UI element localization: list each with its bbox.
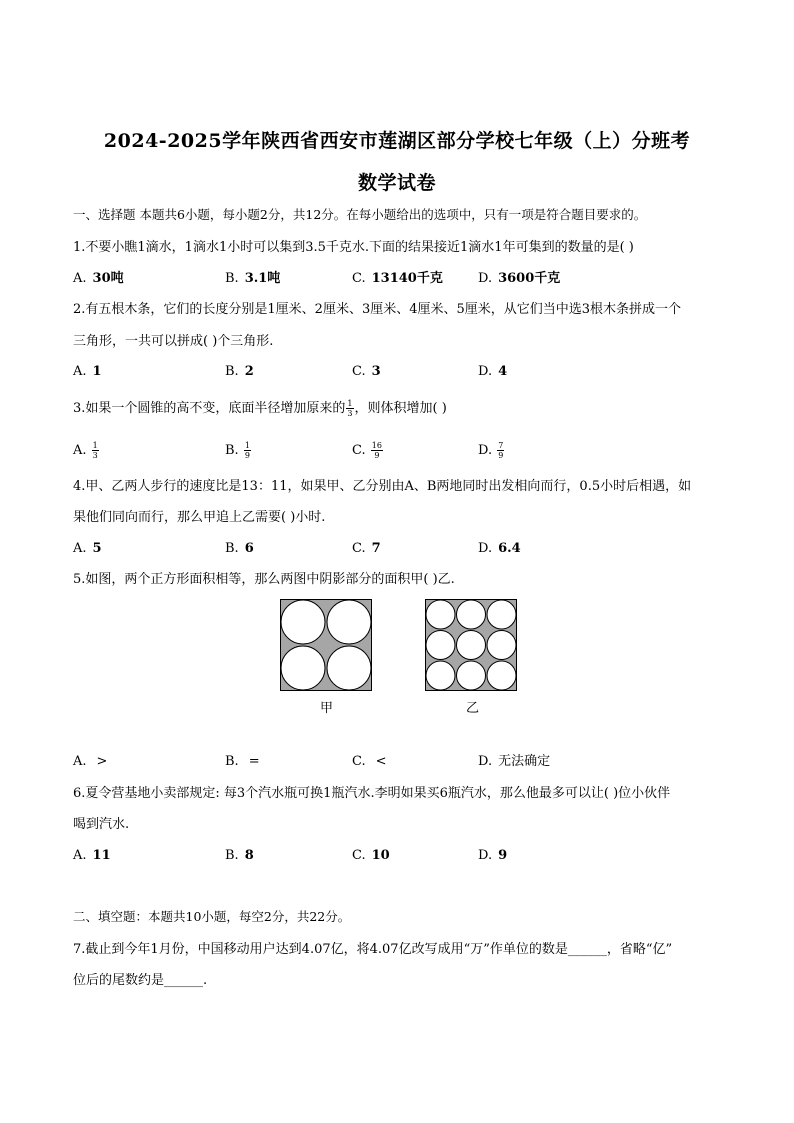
question-3-text-start: 3.如果一个圆锥的高不变，底面半径增加原来的 [73,401,346,416]
figure-jia-label: 甲 [320,701,334,716]
option-label: B. [225,364,239,379]
figure-yi-label: 乙 [466,701,480,716]
option-label: A. [73,848,87,863]
section-2-header: 二、填空题：本题共10小题，每空2分，共22分。 [73,909,351,924]
option-label: C. [352,848,366,863]
figure-jia-circle [281,646,325,690]
figure-yi-circle [426,631,455,660]
option-a [73,441,100,460]
option-b [225,540,254,558]
question-7-text: 7.截止到今年1月份，中国移动用户达到4.07亿，将4.07亿改写成用“万”作单位的数是______，省略“亿” [73,942,673,957]
option-label: B. [225,754,239,769]
option-b [225,270,280,288]
question-2-text-cont: 三角形，一共可以拼成( )个三角形. [73,334,274,349]
option-value: 3 [371,364,381,379]
option-label: D. [478,541,493,556]
option-c [352,270,443,288]
fraction-numerator: 1 [92,441,98,450]
figure-jia-circle [327,600,371,644]
option-label: C. [352,443,366,458]
option-label: D. [478,364,493,379]
fraction [497,441,504,460]
option-a [73,270,124,288]
figure-yi-circle [487,631,516,660]
fraction [346,399,353,418]
option-a [73,753,107,771]
option-label: B. [225,541,239,556]
figure-yi [425,599,517,691]
option-label: B. [225,848,239,863]
question-3-text-end: ，则体积增加( ) [354,401,447,416]
option-value: > [96,754,108,769]
question-4-text-cont: 果他们同向而行，那么甲追上乙需要( )小时. [73,510,326,525]
option-a [73,540,102,558]
figure-jia [280,599,372,691]
option-value: 8 [244,848,254,863]
question-1-options [73,270,733,288]
question-4-text: 4.甲、乙两人步行的速度比是13：11，如果甲、乙分别由A、B两地同时出发相向而行，0.5小时后相遇，如 [73,479,692,494]
option-d [478,270,560,288]
question-1-text: 1.不要小瞧1滴水，1滴水1小时可以集到3.5千克水.下面的结果接近1滴水1年可集到的数量的是( ) [73,240,634,255]
option-label: D. [478,271,493,286]
figure-yi-circle [457,600,486,629]
exam-subtitle: 数学试卷 [357,172,436,194]
option-c [352,753,387,771]
fraction [371,441,383,460]
question-3-options [73,441,733,463]
option-value: 3.1吨 [244,271,281,286]
option-c [352,363,381,381]
figure-yi-circle [426,600,455,629]
option-label: C. [352,541,366,556]
fraction-denominator: 3 [92,451,98,460]
fraction-denominator: 9 [498,451,504,460]
question-3-text [73,399,447,418]
fraction-denominator: 9 [374,451,380,460]
option-b [225,363,254,381]
option-label: D. [478,754,493,769]
option-b [225,441,252,460]
option-label: C. [352,364,366,379]
option-label: B. [225,443,239,458]
option-value: 2 [244,364,254,379]
question-6-options [73,847,733,865]
option-value: 9 [498,848,508,863]
option-c [352,540,381,558]
option-label: C. [352,271,366,286]
option-d [478,847,507,865]
option-value: 10 [371,848,390,863]
option-label: A. [73,443,87,458]
figure-jia-circle [327,646,371,690]
figure-yi-circle [457,631,486,660]
question-7-text-cont: 位后的尾数约是______. [73,973,208,988]
fraction-denominator: 3 [347,409,353,418]
figure-yi-circle [426,661,455,690]
question-5-options [73,753,733,771]
option-value: 4 [498,364,508,379]
fraction [92,441,99,460]
option-d [478,363,507,381]
option-label: A. [73,271,87,286]
exam-title: 2024-2025学年陕西省西安市莲湖区部分学校七年级（上）分班考 [103,130,691,152]
question-6-text: 6.夏令营基地小卖部规定: 每3个汽水瓶可换1瓶汽水.李明如果买6瓶汽水，那么他最多可以让( )位小伙伴 [73,786,671,801]
option-value: < [375,754,387,769]
option-value: 13140千克 [371,271,443,286]
option-d [478,753,550,771]
option-d [478,441,505,460]
option-value: 无法确定 [498,754,551,769]
option-label: D. [478,443,493,458]
option-d [478,540,521,558]
option-c [352,441,384,460]
option-value: 5 [92,541,102,556]
option-value: 7 [371,541,381,556]
fraction-numerator: 1 [244,441,250,450]
option-value: 1 [92,364,102,379]
option-label: A. [73,541,87,556]
option-a [73,847,111,865]
figure-yi-circle [457,661,486,690]
figure-yi-circle [487,600,516,629]
question-2-text: 2.有五根木条，它们的长度分别是1厘米、2厘米、3厘米、4厘米、5厘米，从它们当中选3根木条拼成一个 [73,302,682,317]
option-value: 11 [92,848,111,863]
option-value: 3600千克 [498,271,561,286]
option-label: A. [73,754,87,769]
option-value: = [248,754,260,769]
question-4-options [73,540,733,558]
option-value: 6.4 [498,541,521,556]
option-label: B. [225,271,239,286]
option-value: 6 [244,541,254,556]
option-label: D. [478,848,493,863]
option-label: A. [73,364,87,379]
question-5-text: 5.如图，两个正方形面积相等，那么两图中阴影部分的面积甲( )乙. [73,572,455,587]
figure-yi-circle [487,661,516,690]
option-b [225,847,254,865]
figure-jia-circle [281,600,325,644]
fraction-numerator: 7 [498,441,504,450]
option-b [225,753,260,771]
option-a [73,363,102,381]
fraction [244,441,251,460]
question-2-options [73,363,733,381]
question-6-text-cont: 喝到汽水. [73,817,130,832]
fraction-denominator: 9 [244,451,250,460]
option-label: C. [352,754,366,769]
option-value: 30吨 [92,271,124,286]
option-c [352,847,390,865]
fraction-numerator: 16 [371,441,382,450]
section-1-header: 一、选择题 本题共6小题，每小题2分，共12分。在每小题给出的选项中，只有一项是符合题目要求的。 [73,207,647,222]
fraction-numerator: 1 [347,399,353,408]
